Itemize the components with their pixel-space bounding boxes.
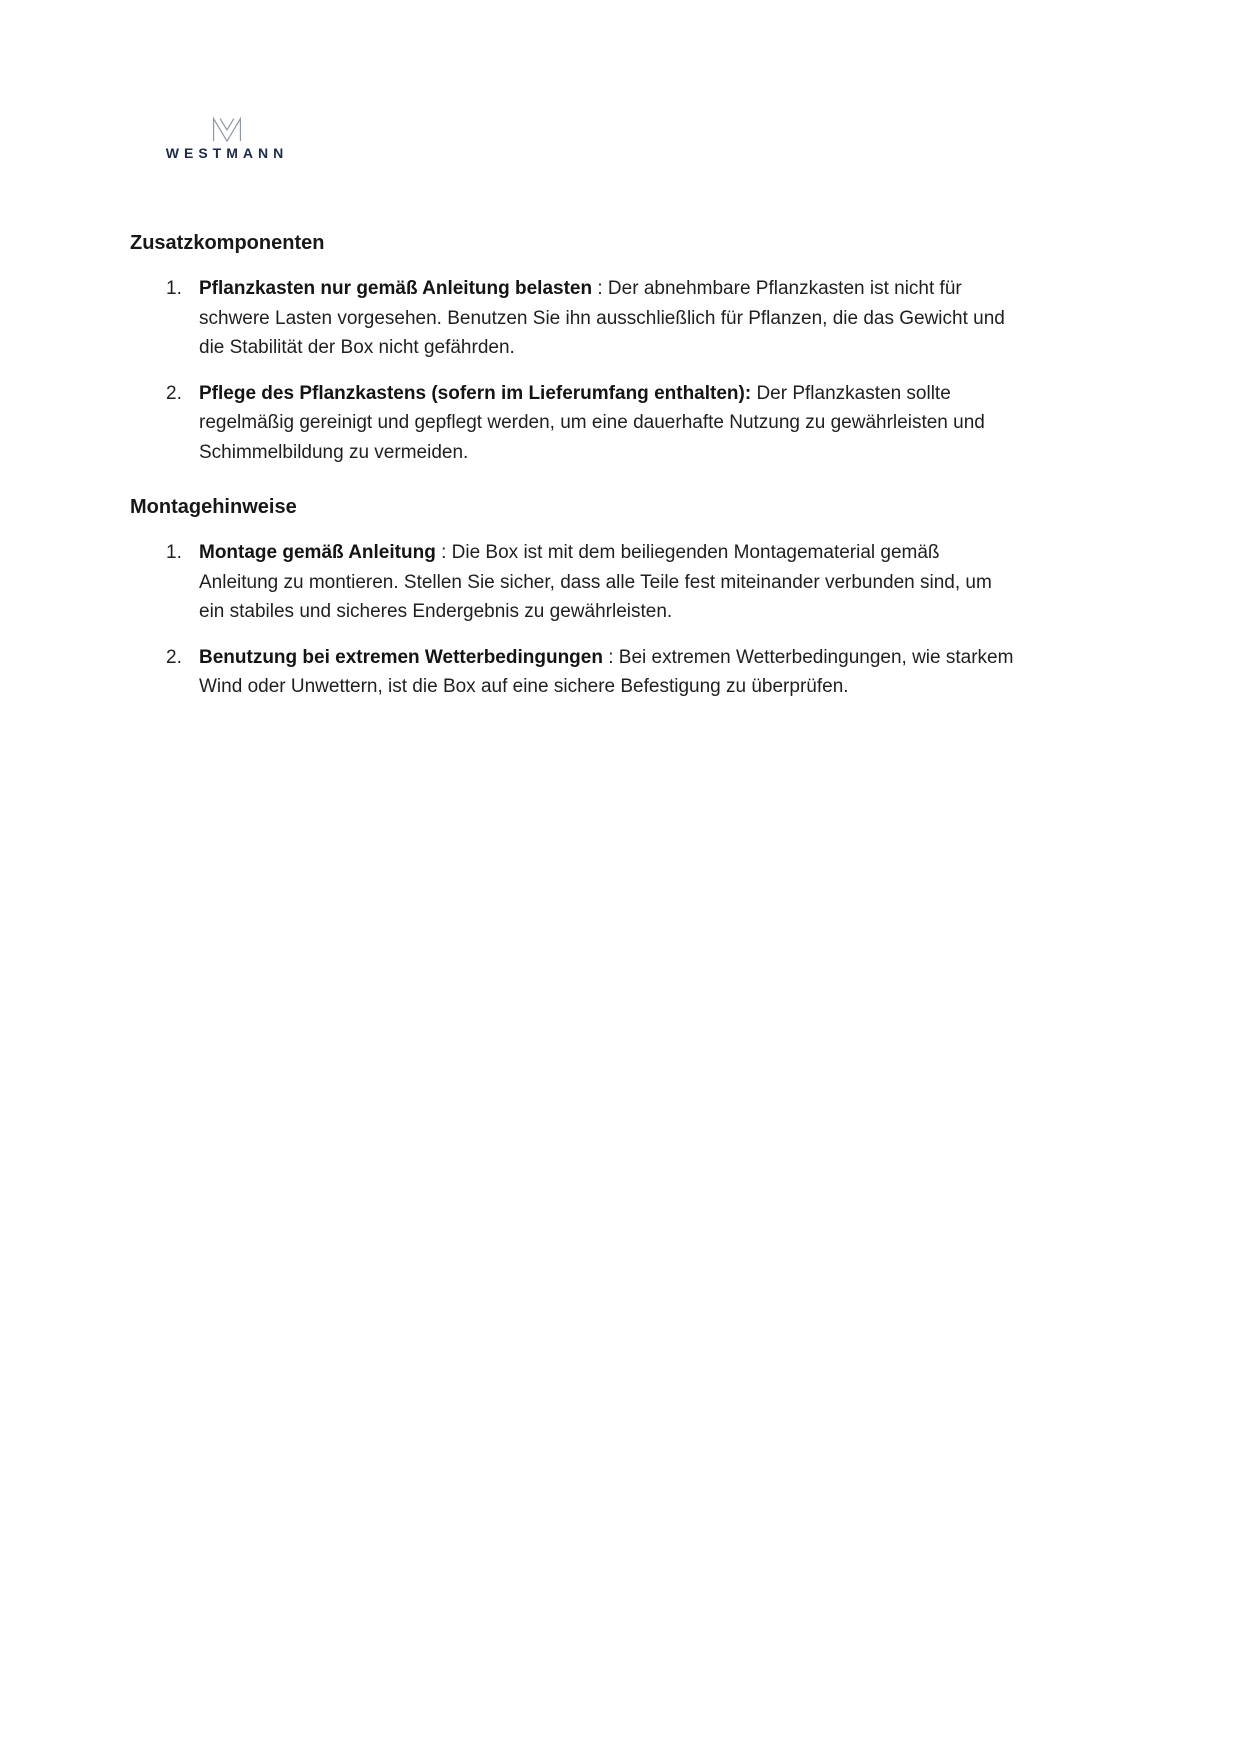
- list-item-bold-lead: Montage gemäß Anleitung: [199, 542, 436, 563]
- list-item: [130, 643, 1020, 702]
- list-item-text: [199, 379, 1019, 468]
- list-item-text: [199, 643, 1019, 702]
- brand-name: WESTMANN: [165, 145, 289, 161]
- list-item-body: : Bei extremen Wetterbedingungen, wie starkem Wind oder Unwettern, ist die Box auf eine sichere Befestigung zu überprüfen.: [199, 646, 1014, 697]
- list-item-number: 2.: [166, 382, 182, 404]
- list-item-bold-lead: Benutzung bei extremen Wetterbedingungen: [199, 646, 603, 668]
- list-item: [130, 379, 1020, 468]
- list-item: [130, 538, 1020, 627]
- westmann-monogram-icon: [211, 116, 243, 142]
- list-item-number: 1.: [166, 278, 182, 299]
- list-item-number: 2.: [166, 646, 182, 668]
- section-montagehinweise: [130, 495, 1020, 702]
- list-item-text: [199, 538, 1019, 627]
- westmann-logo: [157, 116, 297, 161]
- section-zusatzkomponenten: [130, 231, 1020, 467]
- list-item-body: Der Pflanzkasten sollte regelmäßig gereinigt und gepflegt werden, um eine dauerhafte Nutzung zu gewährleisten und Schimmelbildung zu vermeiden.: [199, 382, 985, 463]
- numbered-list: [130, 538, 1020, 702]
- numbered-list: [130, 274, 1020, 467]
- section-heading: Zusatzkomponenten: [130, 232, 325, 254]
- list-item-bold-lead: Pflanzkasten nur gemäß Anleitung belasten: [199, 278, 593, 299]
- list-item-text: [199, 274, 1019, 363]
- section-heading: Montagehinweise: [130, 496, 297, 518]
- list-item-number: 1.: [166, 542, 182, 563]
- list-item-bold-lead: Pflege des Pflanzkastens (sofern im Lieferumfang enthalten):: [199, 382, 752, 404]
- list-item-body: : Der abnehmbare Pflanzkasten ist nicht für schwere Lasten vorgesehen. Benutzen Sie ihn ausschließlich für Pflanzen, die das Gewicht und die Stabilität der Box nicht gefährden.: [199, 278, 1005, 358]
- document-content: [130, 231, 1020, 730]
- list-item: [130, 274, 1020, 363]
- list-item-body: : Die Box ist mit dem beiliegenden Montagematerial gemäß Anleitung zu montieren. Stellen Sie sicher, dass alle Teile fest miteinander verbunden sind, um ein stabiles und sicheres Endergebnis zu gewährleisten.: [199, 542, 992, 622]
